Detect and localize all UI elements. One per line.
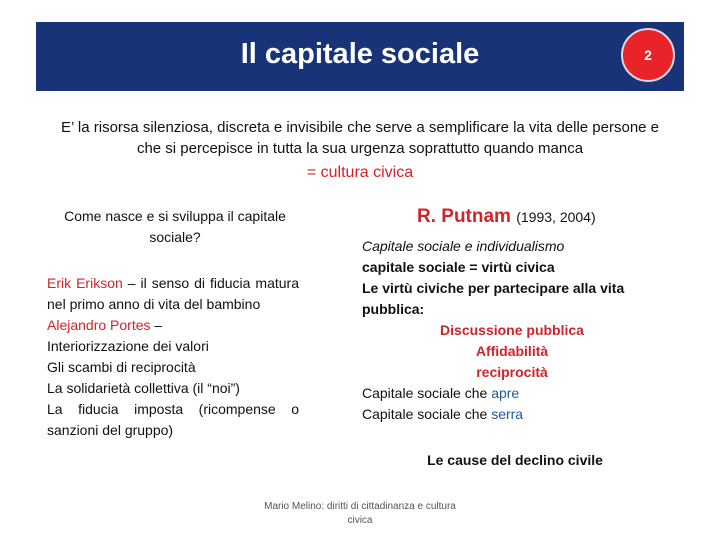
virtue-item: Affidabilità — [475, 343, 549, 359]
apre-line — [362, 385, 519, 401]
left-heading: Come nasce e si sviluppa il capitale sociale? — [64, 208, 286, 245]
virtue-item: reciprocità — [476, 364, 548, 380]
apre-word: apre — [491, 385, 520, 401]
intro-emphasis: = cultura civica — [306, 164, 414, 181]
right-line-2: Le virtù civiche per partecipare alla vita pubblica: — [362, 280, 625, 317]
list-item-name: Erik Erikson — [47, 275, 123, 291]
list-item: Gli scambi di reciprocità — [47, 359, 196, 375]
list-item: La fiducia imposta (ricompense o sanzioni del gruppo) — [47, 401, 299, 438]
list-item: La solidarietà collettiva (il “noi”) — [47, 380, 240, 396]
footer-text: Mario Melino: diritti di cittadinanza e cultura civica — [264, 501, 456, 526]
author-years: (1993, 2004) — [516, 209, 596, 225]
right-body — [362, 236, 662, 425]
list-item-text: – — [150, 317, 163, 333]
intro-text: E’ la risorsa silenziosa, discreta e invisibile che serve a semplificare la vita delle persone e che si percepisce in tutta la sua urgenza soprattutto quando manca — [60, 119, 660, 157]
list-item — [47, 315, 299, 336]
list-item-text: – il senso di fiducia matura nel primo anno di vita del bambino — [47, 275, 299, 312]
page-number-badge: 2 — [621, 28, 675, 82]
serra-word: serra — [491, 406, 524, 422]
right-heading — [365, 206, 685, 228]
serra-prefix: Capitale sociale che — [362, 406, 492, 422]
title-bar — [36, 22, 684, 91]
slide-title: Il capitale sociale — [240, 38, 480, 70]
intro-paragraph — [60, 117, 660, 183]
list-item-name: Alejandro Portes — [47, 317, 151, 333]
cause-line: Le cause del declino civile — [427, 452, 603, 468]
serra-line — [362, 406, 523, 422]
right-line-1: capitale sociale = virtù civica — [362, 259, 555, 275]
virtue-item: Discussione pubblica — [440, 322, 584, 338]
apre-prefix: Capitale sociale che — [362, 385, 492, 401]
author-name: R. Putnam — [417, 206, 511, 227]
list-item — [47, 273, 299, 315]
left-list — [47, 273, 299, 441]
list-item: Interiorizzazione dei valori — [47, 338, 209, 354]
right-subtitle: Capitale sociale e individualismo — [362, 238, 565, 254]
